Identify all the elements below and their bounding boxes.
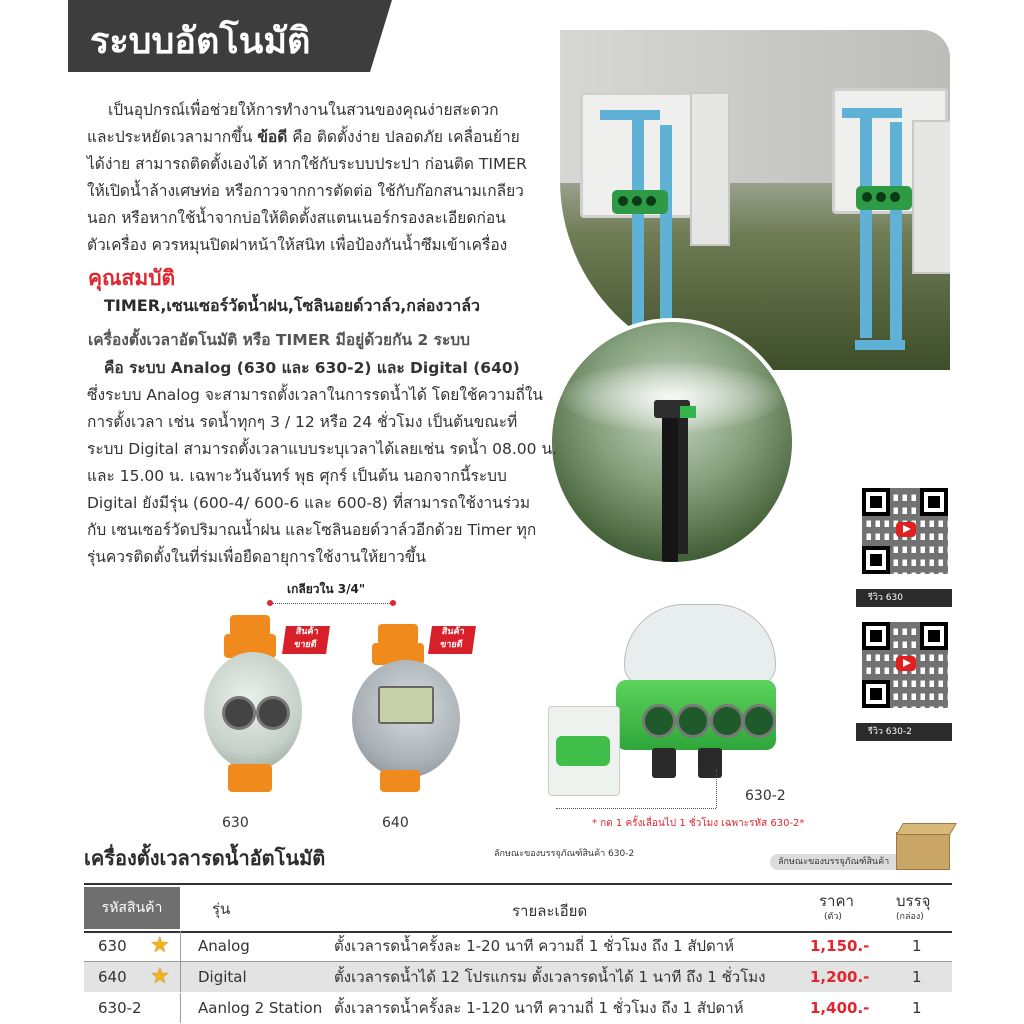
star-icon: ★ bbox=[150, 933, 170, 958]
timer-dial bbox=[742, 704, 776, 738]
feature-note: * กด 1 ครั้งเลื่อนไป 1 ชั่วโมง เฉพาะรหัส 630-2* bbox=[592, 818, 805, 829]
thread-leader-line bbox=[270, 603, 394, 604]
header-model: รุ่น bbox=[212, 900, 231, 918]
features-line: เครื่องตั้งเวลาอัตโนมัติ หรือ TIMER มีอยู่ด้วยกัน 2 ระบบ bbox=[88, 331, 470, 349]
timer-outlet bbox=[380, 770, 420, 792]
features-body-line: รุ่นควรติดตั้งในที่ร่มเพื่อยืดอายุการใช้งานให้ยาวขึ้น bbox=[87, 548, 426, 566]
intro-line: ให้เปิดน้ำล้างเศษท่อ หรือกาวจากการตัดต่อ ใช้กับก๊อกสนามเกลียว bbox=[87, 182, 524, 200]
model-number-630-2: 630-2 bbox=[745, 788, 786, 804]
timer-dial bbox=[222, 696, 256, 730]
timer-package-device bbox=[556, 736, 610, 766]
package-caption-630-2: ลักษณะของบรรจุภัณฑ์สินค้า 630-2 bbox=[494, 849, 635, 859]
youtube-icon bbox=[896, 522, 916, 537]
cell-pack: 1 bbox=[912, 968, 922, 986]
qr-code-review-630[interactable] bbox=[862, 488, 948, 574]
price-table-title: เครื่องตั้งเวลารดน้ำอัตโนมัติ bbox=[84, 846, 326, 870]
qr-finder bbox=[920, 622, 948, 650]
features-body-line: ซึ่งระบบ Analog จะสามารถตั้งเวลาในการรดน้ำได้ โดยใช้ความถี่ใน bbox=[87, 386, 544, 404]
qr-finder bbox=[862, 680, 890, 708]
features-body-line: และ 15.00 น. เฉพาะวันจันทร์ พุธ ศุกร์ เป็นต้น นอกจากนี้ระบบ bbox=[87, 467, 507, 485]
cell-pack: 1 bbox=[912, 937, 922, 955]
valve-box-photo bbox=[560, 30, 950, 370]
sprinkler-nozzle bbox=[680, 406, 696, 418]
sprinkler-photo bbox=[548, 318, 796, 566]
timer-dial bbox=[676, 704, 710, 738]
intro-line: นอก หรือหากใช้น้ำจากบ่อให้ติดตั้งสแตนเนอร์กรองละเอียดก่อน bbox=[87, 209, 506, 227]
header-detail: รายละเอียด bbox=[512, 902, 588, 920]
cell-price: 1,150.- bbox=[810, 937, 870, 955]
qr-finder bbox=[862, 622, 890, 650]
features-body-line: การตั้งเวลา เช่น รดน้ำทุกๆ 3 / 12 หรือ 24 ชั่วโมง เป็นต้นขณะที่ bbox=[87, 413, 518, 431]
sprinkler-stake bbox=[678, 414, 688, 554]
intro-line: และประหยัดเวลามากขึ้น ข้อดี คือ ติดตั้งง่าย ปลอดภัย เคลื่อนย้าย bbox=[87, 128, 520, 146]
model-number-630: 630 bbox=[222, 815, 249, 831]
intro-line: ตัวเครื่อง ควรหมุนปิดฝาหน้าให้สนิท เพื่อป้องกันน้ำซึมเข้าเครื่อง bbox=[87, 236, 508, 254]
model-leader-line bbox=[716, 770, 717, 808]
valve-box-left-door bbox=[690, 92, 730, 246]
cell-model: Analog bbox=[198, 937, 250, 955]
qr-label-630: รีวิว 630 bbox=[856, 589, 952, 607]
advantage-label: ข้อดี bbox=[257, 128, 288, 146]
page-title: ระบบอัตโนมัติ bbox=[90, 21, 311, 62]
qr-label-630-2: รีวิว 630-2 bbox=[856, 723, 952, 741]
cell-detail: ตั้งเวลารดน้ำครั้งละ 1-120 นาที ความถี่ 1 ชั่วโมง ถึง 1 สัปดาห์ bbox=[334, 999, 744, 1017]
timer-outlet bbox=[652, 748, 676, 778]
timer-outlet bbox=[698, 748, 722, 778]
thread-dot bbox=[390, 600, 396, 606]
manifold-valve bbox=[856, 186, 912, 210]
manifold-valve bbox=[612, 190, 668, 214]
timer-lcd bbox=[378, 686, 434, 724]
features-body-line: Digital ยังมีรุ่น (600-4/ 600-6 และ 600-8) ที่สามารถใช้งานร่วม bbox=[87, 494, 531, 512]
model-leader-line bbox=[556, 808, 716, 809]
pipe bbox=[600, 110, 660, 120]
cell-code: 630-2 bbox=[98, 999, 142, 1017]
cell-price: 1,200.- bbox=[810, 968, 870, 986]
pipe bbox=[890, 122, 902, 342]
youtube-icon bbox=[896, 656, 916, 671]
thread-size-label: เกลียวใน 3/4" bbox=[287, 582, 366, 596]
intro-line: เป็นอุปกรณ์เพื่อช่วยให้การทำงานในสวนของคุณง่ายสะดวก bbox=[108, 101, 499, 119]
header-price-unit: (ตัว) bbox=[824, 912, 842, 922]
table-row bbox=[84, 931, 952, 962]
column-divider bbox=[180, 931, 181, 961]
features-body-line: กับ เซนเซอร์วัดปริมาณน้ำฝน และโซลินอยด์วาล์วอีกด้วย Timer ทุก bbox=[87, 521, 537, 539]
features-subheading: TIMER,เซนเซอร์วัดน้ำฝน,โซลินอยด์วาล์ว,กล่องวาล์ว bbox=[104, 296, 480, 315]
table-row bbox=[84, 993, 952, 1023]
timer-clear-cover bbox=[624, 604, 776, 686]
cell-price: 1,400.- bbox=[810, 999, 870, 1017]
valve-box-right-door bbox=[912, 120, 950, 274]
table-row bbox=[84, 962, 952, 992]
cell-code: 640 bbox=[98, 968, 127, 986]
cell-code: 630 bbox=[98, 937, 127, 955]
pipe bbox=[855, 340, 905, 350]
sprinkler-stake bbox=[662, 414, 678, 564]
column-divider bbox=[180, 993, 181, 1023]
pipe bbox=[660, 125, 672, 335]
bestseller-badge: สินค้า ขายดี bbox=[428, 626, 476, 654]
cell-model: Aanlog 2 Station bbox=[198, 999, 323, 1017]
header-pack-unit: (กล่อง) bbox=[896, 912, 924, 922]
thread-dot bbox=[267, 600, 273, 606]
title-banner-slant bbox=[370, 0, 392, 72]
intro-line: ได้ง่าย สามารถติดตั้งเองได้ หากใช้กับระบบประปา ก่อนติด TIMER bbox=[87, 155, 527, 173]
qr-finder bbox=[862, 546, 890, 574]
qr-code-review-630-2[interactable] bbox=[862, 622, 948, 708]
cell-pack: 1 bbox=[912, 999, 922, 1017]
cell-detail: ตั้งเวลารดน้ำได้ 12 โปรแกรม ตั้งเวลารดน้ำได้ 1 นาที ถึง 1 ชั่วโมง bbox=[334, 968, 766, 986]
column-divider bbox=[180, 962, 181, 992]
header-price: ราคา bbox=[819, 892, 854, 910]
cell-detail: ตั้งเวลารดน้ำครั้งละ 1-20 นาที ความถี่ 1 ชั่วโมง ถึง 1 สัปดาห์ bbox=[334, 937, 735, 955]
qr-finder bbox=[862, 488, 890, 516]
features-line: คือ ระบบ Analog (630 และ 630-2) และ Digital (640) bbox=[104, 359, 520, 377]
bestseller-badge: สินค้า ขายดี bbox=[282, 626, 330, 654]
package-caption: ลักษณะของบรรจุภัณฑ์สินค้า bbox=[770, 854, 920, 870]
header-code: รหัสสินค้า bbox=[84, 887, 180, 929]
star-icon: ★ bbox=[150, 964, 170, 989]
timer-dial bbox=[710, 704, 744, 738]
timer-dial bbox=[642, 704, 676, 738]
pipe bbox=[842, 108, 902, 118]
header-pack: บรรจุ bbox=[896, 892, 931, 910]
model-number-640: 640 bbox=[382, 815, 409, 831]
features-body-line: ระบบ Digital สามารถตั้งเวลาแบบระบุเวลาได้เลยเช่น รดน้ำ 08.00 น. bbox=[87, 440, 557, 458]
timer-dial bbox=[256, 696, 290, 730]
table-header bbox=[84, 883, 952, 933]
qr-finder bbox=[920, 488, 948, 516]
timer-outlet bbox=[228, 764, 272, 792]
cell-model: Digital bbox=[198, 968, 247, 986]
pipe bbox=[860, 108, 872, 338]
features-heading: คุณสมบัติ bbox=[88, 266, 176, 290]
carton-box-image bbox=[896, 832, 950, 870]
pipe bbox=[632, 110, 644, 330]
